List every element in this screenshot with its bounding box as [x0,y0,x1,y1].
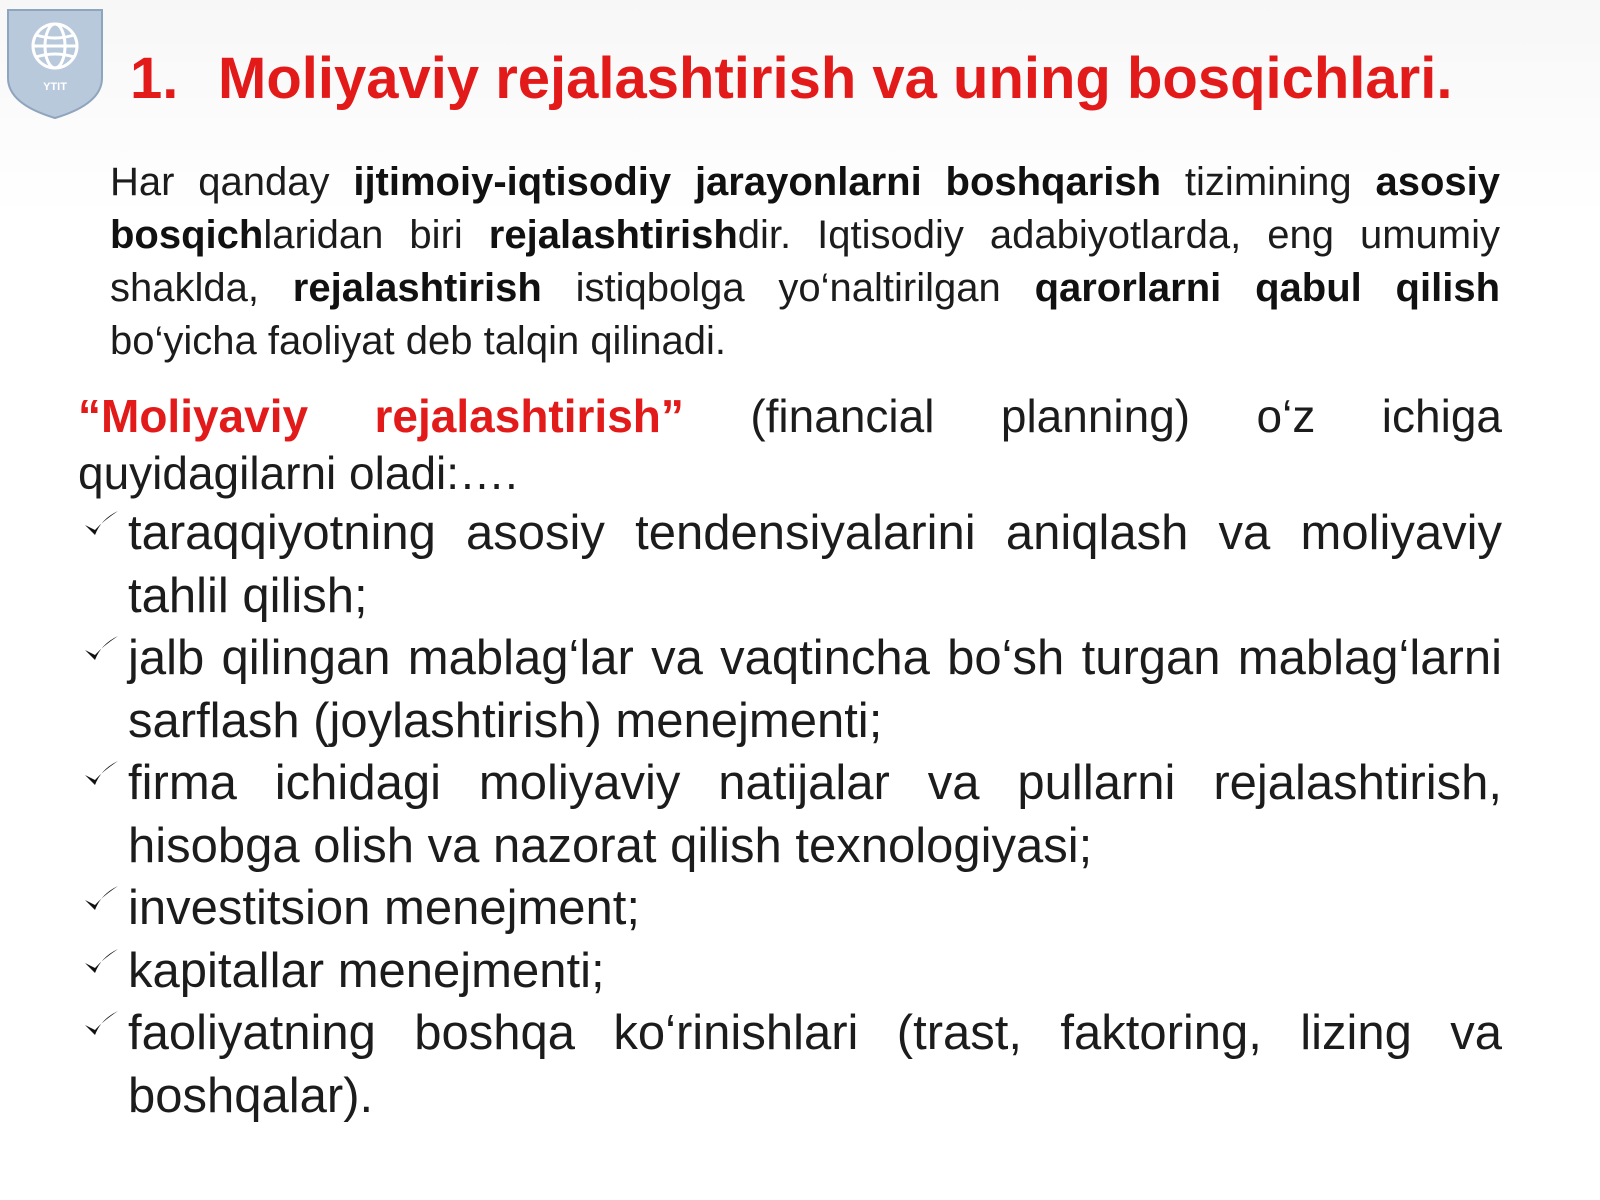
checklist [78,502,1502,1127]
checkmark-icon [82,758,120,790]
checklist-item [78,1002,1502,1127]
intro-text: istiqbolga yo‘naltirilgan [541,266,1035,310]
checklist-item-text: firma ichidagi moliyaviy natijalar va pullarni rejalashtirish, hisobga olish va nazorat qilish texnologiyasi; [128,756,1502,873]
checkmark-icon [82,946,120,978]
logo-text: YTIT [43,81,67,93]
lead-highlight: “Moliyaviy rejalashtirish” [78,390,684,442]
intro-bold-term: ijtimoiy-iqtisodiy jarayonlarni boshqarish [353,160,1162,204]
intro-paragraph [110,156,1500,368]
intro-bold-term: qarorlarni qabul qilish [1034,266,1500,310]
checklist-item-text: kapitallar menejmenti; [128,943,605,998]
checklist-item-text: taraqqiyotning asosiy tendensiyalarini aniqlash va moliyaviy tahlil qilish; [128,506,1502,623]
checklist-item-text: jalb qilingan mablag‘lar va vaqtincha bo‘sh turgan mablag‘larni sarflash (joylashtirish) menejmenti; [128,631,1502,748]
shield-icon [6,8,104,120]
checklist-item [78,940,1502,1003]
checklist-item [78,877,1502,940]
checkmark-icon [82,1008,120,1040]
checkmark-icon [82,508,120,540]
slide-title [130,44,1570,114]
intro-bold-term: rejalashtirish [292,266,542,310]
checklist-item [78,502,1502,627]
institute-logo [6,8,104,120]
checklist-item [78,627,1502,752]
title-text: Moliyaviy rejalashtirish va uning bosqichlari. [218,46,1453,111]
checklist-item-text: faoliyatning boshqa ko‘rinishlari (trast, faktoring, lizing va boshqalar). [128,1006,1502,1123]
intro-text: laridan biri [263,213,489,257]
checkmark-icon [82,633,120,665]
intro-bold-term: asosiy bosqich [110,160,1500,257]
title-number: 1. [130,46,179,111]
lead-text: (financial planning) o‘z ichiga quyidagilarni oladi:…. [78,390,1502,499]
checkmark-icon [82,883,120,915]
intro-text: bo‘yicha faoliyat deb talqin qilinadi. [110,319,726,363]
checklist-item [78,752,1502,877]
lead-paragraph [78,388,1502,502]
intro-text: dir. Iqtisodiy adabiyotlarda, eng umumiy shaklda, [110,213,1500,310]
checklist-item-text: investitsion menejment; [128,881,641,935]
intro-bold-term: rejalashtirish [488,213,738,257]
intro-text: Har qanday [110,160,354,204]
intro-text: tizimining [1161,160,1376,204]
